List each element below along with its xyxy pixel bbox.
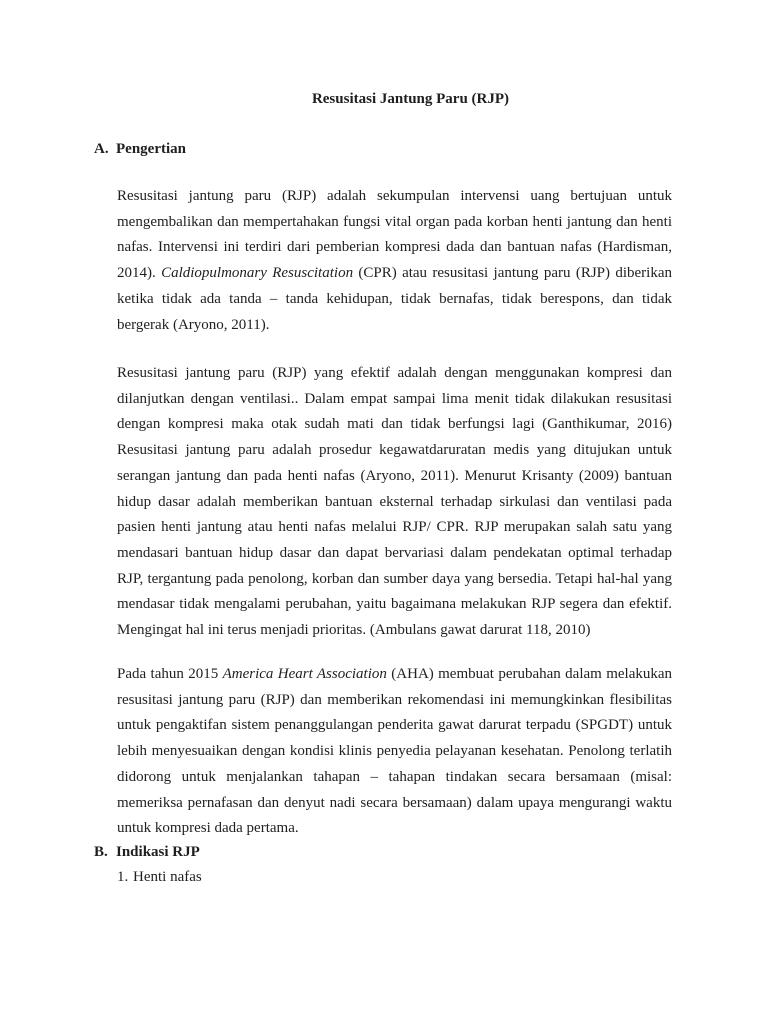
paragraph-text: (AHA) membuat perubahan dalam melakukan resusitasi jantung paru (RJP) dan memberikan rekomendasi ini memungkinkan flesibilitas untuk pengaktifan sistem penanggulangan penderita gawat darurat terpadu (SPGDT) untuk lebih menyesuaikan dengan kondisi klinis penyedia pelayanan kesehatan. Penolong terlatih didorong untuk menjalankan tahapan – tahapan tindakan secara bersamaan (misal: memeriksa pernafasan dan denyut nadi secara bersamaan) dalam upaya mengurangi waktu untuk kompresi dada pertama. (117, 666, 673, 837)
section-title: Indikasi RJP (116, 844, 200, 860)
section-title: Pengertian (116, 141, 186, 157)
list-item-number: 1. (117, 869, 129, 885)
list-item (117, 867, 202, 887)
paragraph-text: Resusitasi jantung paru (RJP) adalah sekumpulan intervensi uang bertujuan untuk mengembalikan dan mempertahakan fungsi vital organ pada korban henti jantung dan henti nafas. Intervensi ini terdiri dari pemberian kompresi dada dan bantuan nafas (Hardisman, 2014). (117, 188, 672, 282)
section-heading-pengertian (94, 139, 186, 159)
paragraph-aha-2015 (117, 662, 672, 842)
section-letter: A. (94, 141, 109, 157)
paragraph-text: (CPR) atau resusitasi jantung paru (RJP) diberikan ketika tidak ada tanda – tanda kehidupan, tidak bernafas, tidak berespons, dan tidak bergerak (Aryono, 2011). (117, 265, 672, 333)
paragraph-text: Pada tahun 2015 (117, 666, 223, 682)
section-heading-indikasi (94, 842, 200, 862)
section-letter: B. (94, 844, 108, 860)
document-title: Resusitasi Jantung Paru (RJP) (311, 91, 510, 107)
paragraph-definition (117, 184, 672, 338)
list-item-text: Henti nafas (133, 869, 202, 885)
paragraph-effective-rjp: Resusitasi jantung paru (RJP) yang efektif adalah dengan menggunakan kompresi dan dilanjutkan dengan ventilasi.. Dalam empat sampai lima menit tidak dilakukan resusitasi dengan kompresi maka otak sudah mati dan tidak berfungsi lagi (Ganthikumar, 2016) Resusitasi jantung paru adalah prosedur kegawatdaruratan medis yang ditujukan untuk serangan jantung dan pada henti nafas (Aryono, 2011). Menurut Krisanty (2009) bantuan hidup dasar adalah memberikan bantuan eksternal terhadap sirkulasi dan ventilasi pada pasien henti jantung atau henti nafas melalui RJP/ CPR. RJP merupakan salah satu yang mendasari bantuan hidup dasar dan dapat bervariasi dalam pendekatan optimal terhadap RJP, tergantung pada penolong, korban dan sumber daya yang bersedia. Tetapi hal-hal yang mendasar tidak mengalami perubahan, yaitu bagaimana melakukan RJP segera dan efektif. Mengingat hal ini terus menjadi prioritas. (Ambulans gawat darurat 118, 2010) (117, 365, 672, 639)
paragraph-italic-term: America Heart Association (222, 666, 387, 682)
paragraph-italic-term: Caldiopulmonary Resuscitation (161, 265, 354, 282)
